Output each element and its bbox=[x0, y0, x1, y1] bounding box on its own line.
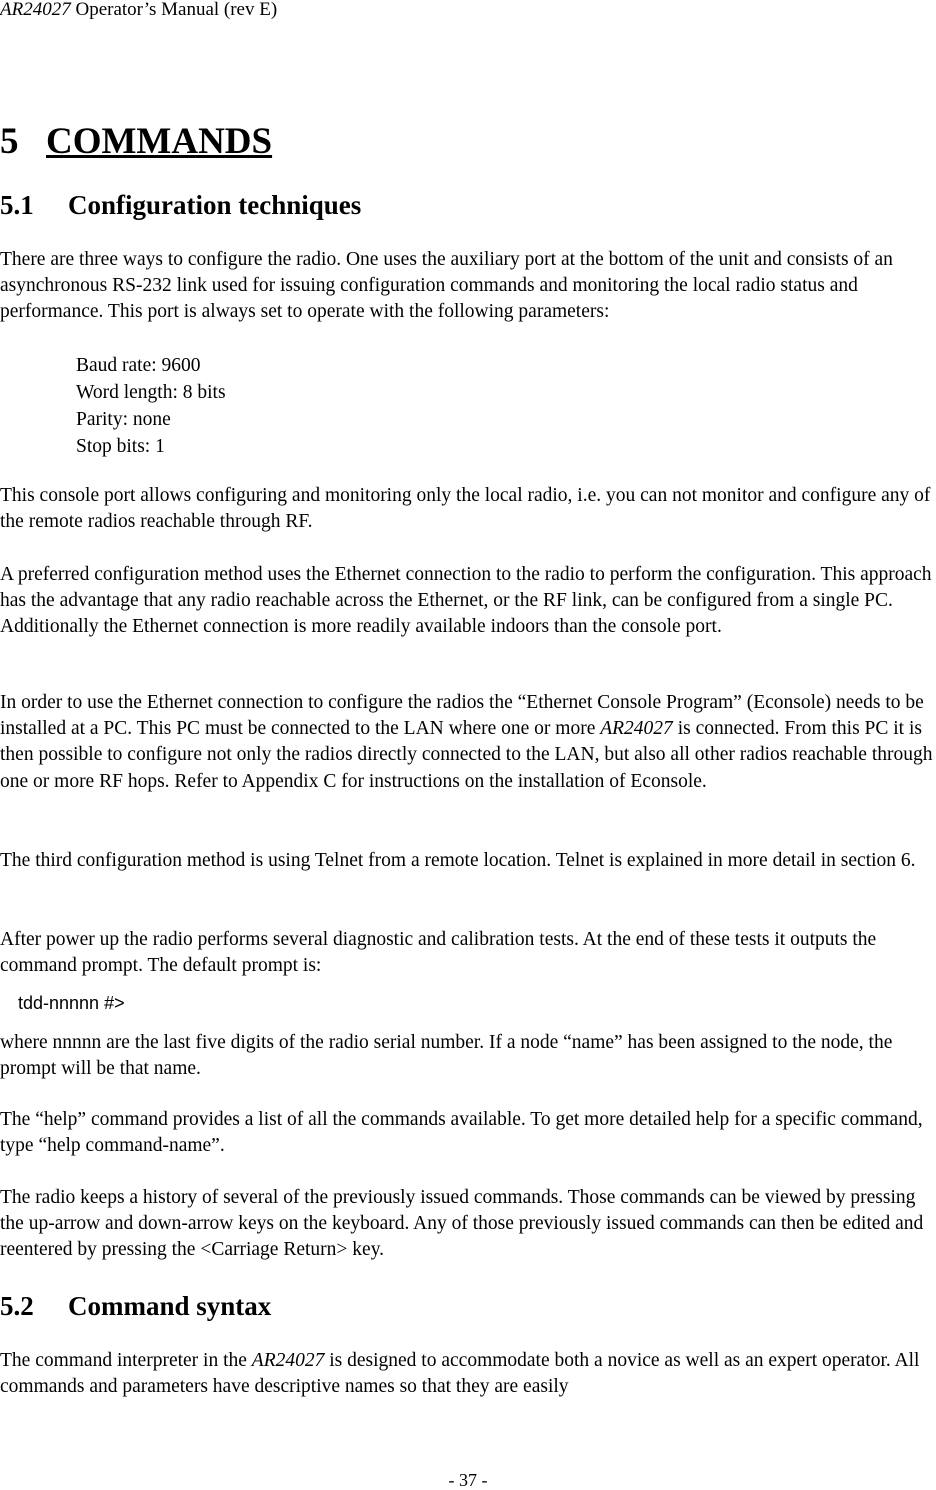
chapter-title: COMMANDS bbox=[46, 121, 273, 162]
header-product-name: AR24027 bbox=[0, 0, 71, 20]
chapter-number: 5 bbox=[0, 121, 19, 162]
product-name: AR24027 bbox=[600, 718, 673, 740]
paragraph-econsole: In order to use the Ethernet connection to configure the radios the “Ethernet Console Program” (Econsole) needs to be installed at a PC. This PC must be connected to the LAN where one or more AR24027 is connected. From this PC it is then possible to configure not only the radios directly connected to the LAN, but also all other radios reachable through one or more RF hops. Refer to Appendix C for instructions on the installation of Econsole. bbox=[0, 692, 933, 792]
section-title: Command syntax bbox=[68, 1291, 272, 1321]
section-heading-5-2 bbox=[0, 1290, 271, 1322]
running-header bbox=[0, 0, 277, 19]
paragraph-config-ways: There are three ways to configure the radio. One uses the auxiliary port at the bottom of the unit and consists of an asynchronous RS-232 link used for issuing configuration commands and monitoring the local radio status and performance. This port is always set to operate with the following parameters: bbox=[0, 249, 893, 323]
paragraph-console-port: This console port allows configuring and monitoring only the local radio, i.e. you can not monitor and configure any of the remote radios reachable through RF. bbox=[0, 485, 931, 533]
param-word-length: Word length: 8 bits bbox=[76, 382, 226, 403]
default-prompt: tdd-nnnnn #> bbox=[18, 993, 125, 1013]
param-baud-rate: Baud rate: 9600 bbox=[76, 355, 201, 376]
paragraph-command-interpreter: The command interpreter in the AR24027 is designed to accommodate both a novice as well as an expert operator. All commands and parameters have descriptive names so that they are easily bbox=[0, 1350, 920, 1398]
param-stop-bits: Stop bits: 1 bbox=[76, 436, 165, 457]
section-number: 5.2 bbox=[0, 1291, 34, 1321]
section-number: 5.1 bbox=[0, 190, 34, 220]
chapter-heading bbox=[0, 120, 272, 164]
port-parameter-list bbox=[76, 352, 226, 460]
product-name: AR24027 bbox=[251, 1350, 325, 1371]
page-number: - 37 - bbox=[448, 1470, 488, 1490]
param-parity: Parity: none bbox=[76, 409, 171, 430]
paragraph-ethernet-method: A preferred configuration method uses the Ethernet connection to the radio to perform the configuration. This approach has the advantage that any radio reachable across the Ethernet, or the RF link, can be configured from a single PC. Additionally the Ethernet connection is more readily available indoors than the console port. bbox=[0, 564, 932, 638]
section-title: Configuration techniques bbox=[68, 190, 362, 220]
section-heading-5-1 bbox=[0, 189, 361, 221]
paragraph-help-command: The “help” command provides a list of all the commands available. To get more detailed help for a specific command, type “help command-name”. bbox=[0, 1109, 923, 1157]
paragraph-telnet: The third configuration method is using Telnet from a remote location. Telnet is explained in more detail in section 6. bbox=[0, 850, 916, 871]
paragraph-command-history: The radio keeps a history of several of the previously issued commands. Those commands can be viewed by pressing the up-arrow and down-arrow keys on the keyboard. Any of those previously issued commands can then be edited and reentered by pressing the <Carriage Return> key. bbox=[0, 1187, 924, 1261]
paragraph-prompt-name: where nnnnn are the last five digits of the radio serial number. If a node “name” has been assigned to the node, the prompt will be that name. bbox=[0, 1032, 893, 1080]
header-title: Operator’s Manual (rev E) bbox=[70, 0, 278, 20]
paragraph-power-up: After power up the radio performs several diagnostic and calibration tests. At the end of these tests it outputs the command prompt. The default prompt is: bbox=[0, 929, 877, 977]
